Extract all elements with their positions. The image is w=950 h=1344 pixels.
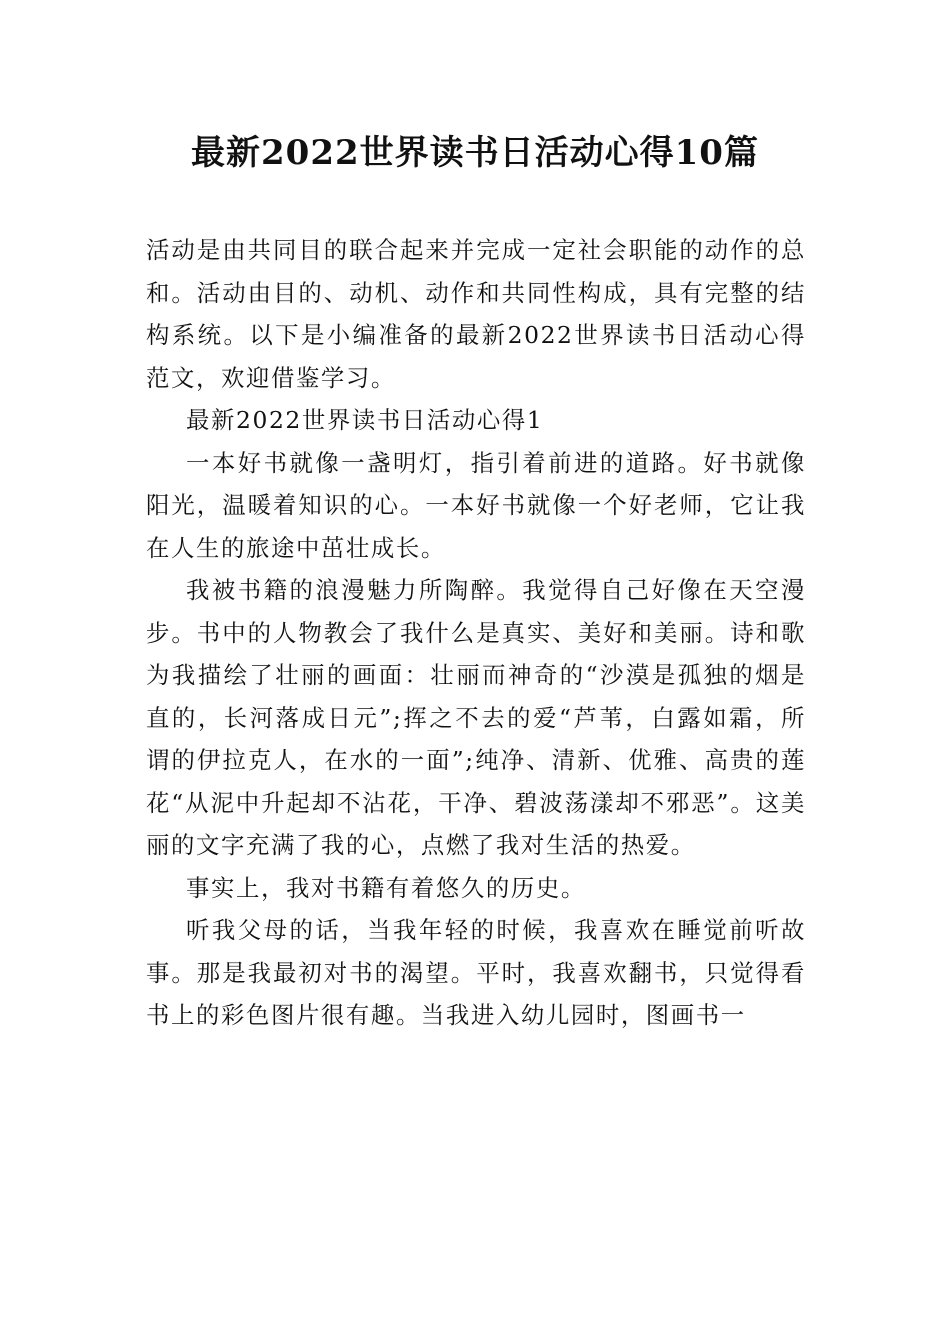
paragraph: 我被书籍的浪漫魅力所陶醉。我觉得自己好像在天空漫步。书中的人物教会了我什么是真实、美好和美丽。诗和歌为我描绘了壮丽的画面：壮丽而神奇的“沙漠是孤独的烟是直的，长河落成日元”;挥之不去的爱“芦苇，白露如霜，所谓的伊拉克人，在水的一面”;纯净、清新、优雅、高贵的莲花“从泥中升起却不沾花，干净、碧波荡漾却不邪恶”。这美丽的文字充满了我的心，点燃了我对生活的热爱。: [146, 576, 806, 859]
paragraph: 一本好书就像一盏明灯，指引着前进的道路。好书就像阳光，温暖着知识的心。一本好书就像一个好老师，它让我在人生的旅途中茁壮成长。: [146, 448, 806, 562]
paragraph: 事实上，我对书籍有着悠久的历史。: [186, 873, 586, 902]
section-heading-1: 最新2022世界读书日活动心得1: [186, 406, 544, 434]
paragraph-intro: 活动是由共同目的联合起来并完成一定社会职能的动作的总和。活动由目的、动机、动作和共同性构成，具有完整的结构系统。以下是小编准备的最新2022世界读书日活动心得范文，欢迎借鉴学习。: [146, 236, 806, 392]
document-title: 最新2022世界读书日活动心得10篇: [191, 133, 759, 173]
paragraph: 听我父母的话，当我年轻的时候，我喜欢在睡觉前听故事。那是我最初对书的渴望。平时，我喜欢翻书，只觉得看书上的彩色图片很有趣。当我进入幼儿园时，图画书一: [146, 916, 806, 1029]
document-body: [146, 229, 806, 1037]
